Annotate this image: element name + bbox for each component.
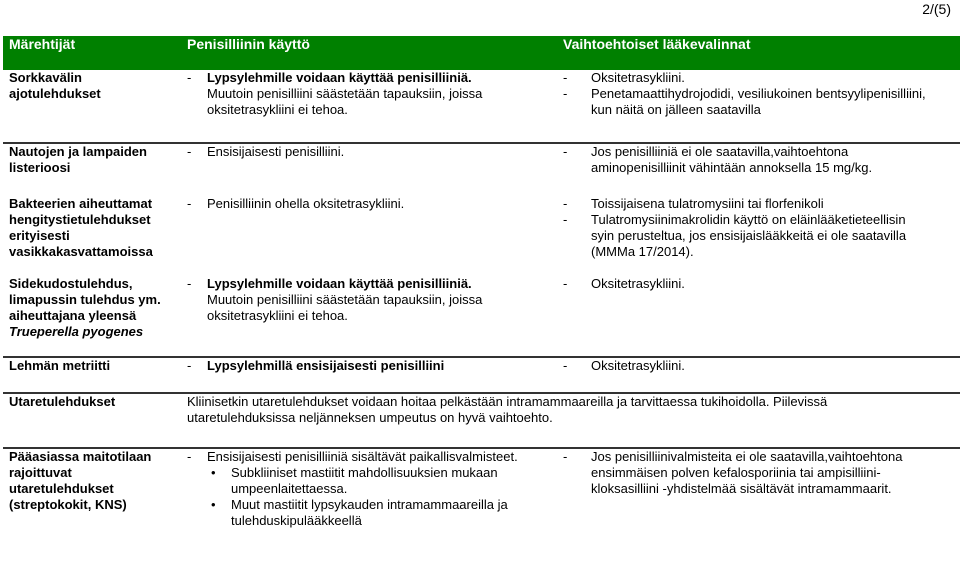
disease-cell: Lehmän metriitti [3,357,187,393]
disease-line: rajoittuvat [9,465,72,480]
table-row [3,357,960,393]
penicillin-bold-text: Lypsylehmille voidaan käyttää penisilliiniä. [207,276,472,291]
disease-line: Nautojen ja lampaiden [9,144,147,159]
penicillin-text: Ensisijaisesti penisilliiniä sisältävät paikallisvalmisteet. [207,449,518,464]
alt-text: Penetamaattihydrojodidi, vesiliukoinen bentsyylipenisilliini, [591,86,926,101]
bullet-text: Subkliiniset mastiitit mahdollisuuksien mukaan [231,465,498,480]
disease-line: hengitystietulehdukset [9,212,151,227]
disease-line: Bakteerien aiheuttamat [9,196,153,211]
dash: - [563,196,568,211]
header-penicillin-use: Penisilliinin käyttö [187,36,563,70]
antibiotic-guideline-table [3,36,960,529]
penicillin-bold-text: Lypsylehmillä ensisijaisesti penisilliini [207,358,445,373]
alternatives-cell [563,143,960,196]
table-row [3,448,960,529]
dash: - [563,276,568,291]
penicillin-cell [187,70,563,143]
table-row [3,276,960,357]
table-row [3,393,960,448]
disease-cell [3,196,187,276]
dash: - [563,144,568,159]
alternatives-cell [563,448,960,529]
penicillin-bold-text: Lypsylehmille voidaan käyttää penisilliiniä. [207,70,472,85]
alt-text: aminopenisilliinit vähintään annoksella 15 mg/kg. [591,160,873,175]
penicillin-text: Ensisijaisesti penisilliini. [207,144,345,159]
alt-text: Oksitetrasykliini. [591,70,685,85]
disease-line: aiheuttajana yleensä [9,308,137,323]
disease-cell [3,448,187,529]
pathogen-name: Trueperella pyogenes [9,324,144,339]
bullet-text: umpeenlaitettaessa. [231,481,348,496]
penicillin-cell [187,276,563,357]
penicillin-text: Muutoin penisilliini säästetään tapauksiin, joissa [207,292,483,307]
dash: - [187,196,192,211]
disease-line: Sorkkavälin [9,70,82,85]
alt-text: Tulatromysiinimakrolidin käyttö on eläinlääketieteellisin [591,212,906,227]
alternatives-cell [563,276,960,357]
disease-line: vasikkakasvattamoissa [9,244,153,259]
disease-cell [3,276,187,357]
penicillin-cell [187,357,563,393]
disease-line: Sidekudostulehdus, [9,276,133,291]
alt-text: syin perusteltua, jos ensisijaislääkkeitä ei ole saatavilla [591,228,907,243]
page-number: 2/(5) [922,1,951,17]
mastitis-note-cell [187,393,960,448]
mastitis-note-text: utaretulehduksissa neljänneksen umpeutus on hyvä vaihtoehto. [187,410,553,425]
header-ruminants: Märehtijät [3,36,187,70]
header-alternatives: Vaihtoehtoiset lääkevalinnat [563,36,960,70]
table-row [3,143,960,196]
table-header-row [3,36,960,70]
alt-text: kloksasilliini -yhdistelmää sisältävät intramammaarit. [591,481,892,496]
dash: - [563,86,568,101]
disease-line: utaretulehdukset [9,481,114,496]
dash: - [187,70,192,85]
bullet-text: Muut mastiitit lypsykauden intramammaareilla ja [231,497,508,512]
disease-cell: Utaretulehdukset [3,393,187,448]
alternatives-cell [563,70,960,143]
alt-text: Toissijaisena tulatromysiini tai florfenikoli [591,196,824,211]
dash: - [187,144,192,159]
alternatives-cell [563,196,960,276]
disease-line: listerioosi [9,160,71,175]
dash: - [563,70,568,85]
alt-text: Oksitetrasykliini. [591,358,685,373]
disease-line: erityisesti [9,228,70,243]
penicillin-cell [187,196,563,276]
disease-line: limapussin tulehdus ym. [9,292,161,307]
alt-text: kun näitä on jälleen saatavilla [591,102,761,117]
penicillin-text: oksitetrasykliini ei tehoa. [207,102,348,117]
alt-text: Jos penisilliiniä ei ole saatavilla,vaihtoehtona [591,144,849,159]
disease-line: (streptokokit, KNS) [9,497,127,512]
penicillin-text: Muutoin penisilliini säästetään tapauksiin, joissa [207,86,483,101]
dash: - [187,449,192,464]
alt-text: ensimmäisen polven kefalosporiinia tai ampisilliini- [591,465,881,480]
dash: - [563,212,568,227]
alt-text: Jos penisilliinivalmisteita ei ole saatavilla,vaihtoehtona [591,449,903,464]
disease-line: ajotulehdukset [9,86,101,101]
penicillin-text: oksitetrasykliini ei tehoa. [207,308,348,323]
penicillin-cell [187,448,563,529]
dash: - [187,358,192,373]
bullet-text: tulehduskipulääkkeellä [231,513,362,528]
disease-cell [3,70,187,143]
table-row [3,70,960,143]
bullet-icon: • [211,497,216,512]
penicillin-cell [187,143,563,196]
mastitis-note-text: Kliinisetkin utaretulehdukset voidaan hoitaa pelkästään intramammaareilla ja tarvittaessa tukihoidolla. Piilevissä [187,394,828,409]
bullet-icon: • [211,465,216,480]
alt-text: Oksitetrasykliini. [591,276,685,291]
alternatives-cell [563,357,960,393]
dash: - [563,449,568,464]
disease-line: Pääasiassa maitotilaan [9,449,152,464]
penicillin-text: Penisilliinin ohella oksitetrasykliini. [207,196,405,211]
dash: - [187,276,192,291]
dash: - [563,358,568,373]
disease-cell [3,143,187,196]
alt-text: (MMMa 17/2014). [591,244,694,259]
table-row [3,196,960,276]
